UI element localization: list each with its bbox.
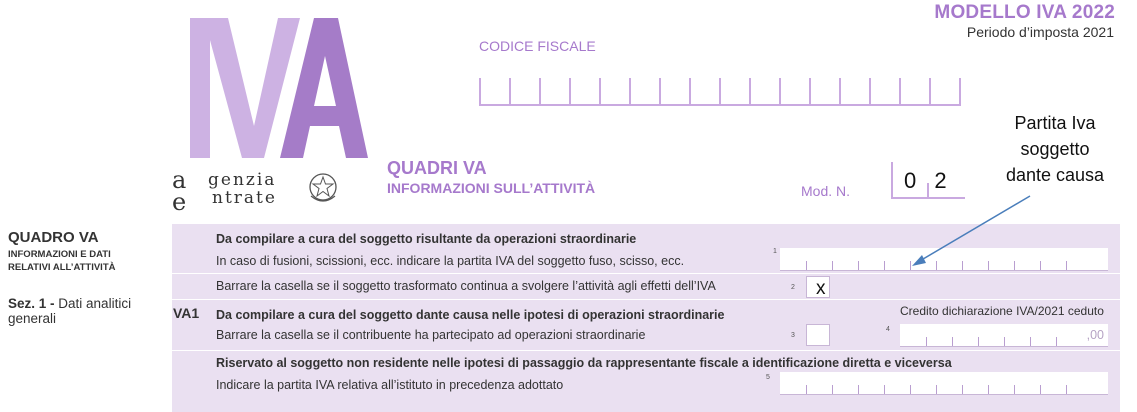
sezione-prefix: Sez. 1 - xyxy=(8,296,55,311)
row-5-label: Indicare la partita IVA relativa all’istituto in precedenza adottato xyxy=(216,378,564,392)
form-panel xyxy=(172,224,1120,412)
annotation-line-2: soggetto xyxy=(1020,139,1090,159)
row-divider xyxy=(172,299,1120,300)
credito-ceduto-field[interactable] xyxy=(900,324,1108,347)
section-heading-3: Riservato al soggetto non residente nelle ipotesi di passaggio da rappresentante fiscale a identificazione diretta e viceversa xyxy=(216,356,952,370)
checkbox-2-mark: x xyxy=(816,278,826,299)
partita-iva-precedente-field[interactable] xyxy=(780,372,1108,395)
row-3-label: Barrare la casella se il contribuente ha partecipato ad operazioni straordinarie xyxy=(216,328,646,342)
field-5-number: 5 xyxy=(766,374,770,381)
field-3-number: 3 xyxy=(791,332,795,339)
agenzia-text: genzia xyxy=(208,170,277,190)
periodo-imposta: Periodo d’imposta 2021 xyxy=(966,24,1114,40)
modello-title: MODELLO IVA 2022 xyxy=(934,2,1115,23)
quadro-subtitle xyxy=(8,248,158,274)
repubblica-emblem-icon xyxy=(306,170,340,206)
sezione-label xyxy=(8,296,173,326)
field-4-number: 4 xyxy=(886,326,890,333)
field-1-number: 1 xyxy=(773,248,777,255)
iva-logo xyxy=(168,16,378,166)
row-divider xyxy=(172,273,1120,274)
quadro-va-label: QUADRO VA xyxy=(8,229,99,246)
sezione-line-2: generali xyxy=(8,311,57,326)
row-1-label: In caso di fusioni, scissioni, ecc. indicare la partita IVA del soggetto fuso, scisso, ecc. xyxy=(216,254,685,268)
section-heading-2: Da compilare a cura del soggetto dante causa nelle ipotesi di operazioni straordinarie xyxy=(216,308,725,322)
annotation-line-1: Partita Iva xyxy=(1014,113,1096,133)
partita-iva-fuso-field[interactable] xyxy=(780,248,1108,271)
codice-fiscale-field[interactable] xyxy=(479,60,961,106)
quadro-subtitle-line-1: INFORMAZIONI E DATI xyxy=(8,249,111,260)
operazioni-straordinarie-checkbox[interactable] xyxy=(806,324,830,346)
section-heading-1: Da compilare a cura del soggetto risultante da operazioni straordinarie xyxy=(216,232,637,246)
row-2-label: Barrare la casella se il soggetto trasformato continua a svolgere l’attività agli effetti dell’IVA xyxy=(216,279,716,293)
credito-value: ,00 xyxy=(1086,328,1104,342)
annotation-line-3: dante causa xyxy=(1005,165,1105,185)
mod-n-value: 0 2 xyxy=(904,168,953,193)
annotation-text xyxy=(985,110,1125,188)
quadri-va-title: QUADRI VA xyxy=(387,158,487,178)
mod-n-label: Mod. N. xyxy=(801,183,851,199)
sezione-line-1: Dati analitici xyxy=(54,296,132,311)
codice-fiscale-label: CODICE FISCALE xyxy=(479,38,596,54)
informazioni-attivita-title: INFORMAZIONI SULL’ATTIVITÀ xyxy=(387,180,596,196)
quadro-subtitle-line-2: RELATIVI ALL’ATTIVITÀ xyxy=(8,262,116,273)
row-code-va1: VA1 xyxy=(173,305,200,321)
agenzia-entrate-glyph-icon xyxy=(170,168,210,212)
credito-label: Credito dichiarazione IVA/2021 ceduto xyxy=(900,304,1104,318)
svg-text:e: e xyxy=(172,188,187,212)
row-divider xyxy=(172,350,1120,351)
svg-text:a: a xyxy=(172,168,187,194)
entrate-text: ntrate xyxy=(212,188,277,208)
field-2-number: 2 xyxy=(791,284,795,291)
